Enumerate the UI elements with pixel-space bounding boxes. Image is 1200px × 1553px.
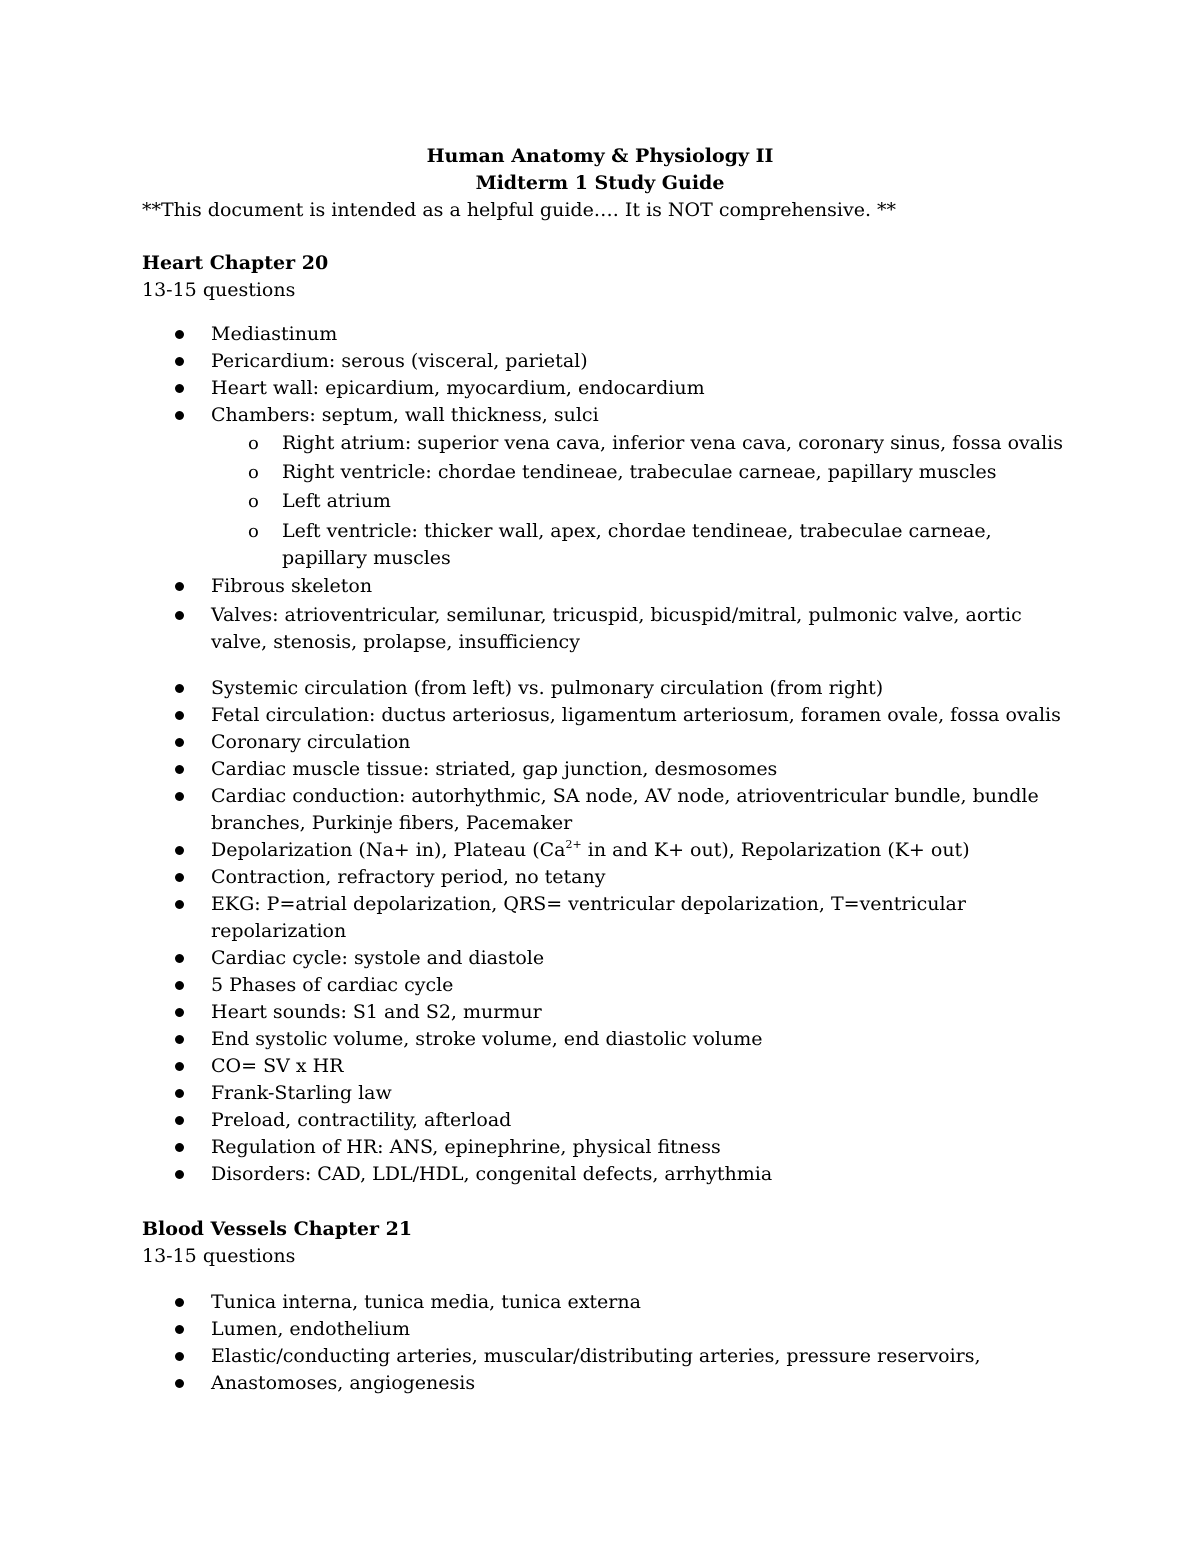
sub-list-item: o Right ventricle: chordae tendineae, trabeculae carneae, papillary muscles [282,459,1072,486]
bullet-icon [175,711,184,720]
question-count-heart: 13-15 questions [142,279,296,301]
bullet-icon [175,873,184,882]
sub-list-item: o Left ventricle: thicker wall, apex, chordae tendineae, trabeculae carneae, papillary muscles [248,520,992,569]
list-item: Systemic circulation (from left) vs. pulmonary circulation (from right) [211,675,1071,702]
sub-bullet-icon: o [248,521,259,542]
bullet-icon [175,765,184,774]
disclaimer: **This document is intended as a helpful guide…. It is NOT comprehensive. ** [142,199,897,221]
list-item: Elastic/conducting arteries, muscular/distributing arteries, pressure reservoirs, [211,1343,1071,1370]
list-item: Anastomoses, angiogenesis [211,1370,1071,1397]
sub-list-item: o Right atrium: superior vena cava, inferior vena cava, coronary sinus, fossa ovalis [282,430,1072,457]
bullet-icon [175,1352,184,1361]
sub-list-item: o Left atrium [282,488,1072,515]
list-item: Contraction, refractory period, no tetany [211,864,1071,891]
bullet-icon [175,1035,184,1044]
list-item: Disorders: CAD, LDL/HDL, congenital defects, arrhythmia [211,1161,1071,1188]
list-item: Cardiac conduction: autorhythmic, SA node, AV node, atrioventricular bundle, bundle branches, Purkinje fibers, Pacemaker [211,783,1041,837]
list-item: Coronary circulation [211,729,1071,756]
bullet-icon [175,611,184,620]
bullet-icon [175,357,184,366]
list-item: Preload, contractility, afterload [211,1107,1071,1134]
list-item: Fibrous skeleton [211,573,1071,600]
document-subtitle: Midterm 1 Study Guide [475,172,725,194]
list-item: Cardiac cycle: systole and diastole [211,945,1071,972]
list-item: Pericardium: serous (visceral, parietal) [211,348,1071,375]
bullet-icon [175,684,184,693]
bullet-icon [175,981,184,990]
section-heading-vessels: Blood Vessels Chapter 21 [142,1218,413,1240]
bullet-icon [175,954,184,963]
bullet-icon [175,1298,184,1307]
bullet-icon [175,1116,184,1125]
bullet-icon [175,582,184,591]
section-heading-heart: Heart Chapter 20 [142,252,329,274]
list-item: Fetal circulation: ductus arteriosus, ligamentum arteriosum, foramen ovale, fossa ovalis [211,702,1071,729]
list-item: Heart wall: epicardium, myocardium, endocardium [211,375,1071,402]
sub-bullet-icon: o [248,462,259,483]
list-item: Heart sounds: S1 and S2, murmur [211,999,1071,1026]
list-item: End systolic volume, stroke volume, end diastolic volume [211,1026,1071,1053]
list-item: CO= SV x HR [211,1053,1071,1080]
bullet-icon [175,384,184,393]
list-item: Valves: atrioventricular, semilunar, tricuspid, bicuspid/mitral, pulmonic valve, aortic valve, stenosis, prolapse, insufficiency [211,602,1031,656]
bullet-icon [175,1170,184,1179]
sub-bullet-icon: o [248,491,259,512]
bullet-icon [175,330,184,339]
list-item: Cardiac muscle tissue: striated, gap junction, desmosomes [211,756,1071,783]
question-count-vessels: 13-15 questions [142,1245,296,1267]
list-item: 5 Phases of cardiac cycle [211,972,1071,999]
bullet-icon [175,1008,184,1017]
list-item: Lumen, endothelium [211,1316,1071,1343]
bullet-icon [175,846,184,855]
document-title: Human Anatomy & Physiology II [426,145,774,167]
bullet-icon [175,738,184,747]
sub-bullet-icon: o [248,433,259,454]
list-item: Regulation of HR: ANS, epinephrine, physical fitness [211,1134,1071,1161]
bullet-icon [175,1379,184,1388]
list-item: Depolarization (Na+ in), Plateau ($Ca^{2+}$ in and K+ out), Repolarization (K+ out) [211,837,1071,864]
bullet-icon [175,792,184,801]
bullet-icon [175,1089,184,1098]
bullet-icon [175,1062,184,1071]
bullet-icon [175,411,184,420]
bullet-icon [175,1143,184,1152]
bullet-icon [175,1325,184,1334]
list-item: Tunica interna, tunica media, tunica externa [211,1289,1071,1316]
list-item: Frank-Starling law [211,1080,1071,1107]
list-item: EKG: P=atrial depolarization, QRS= ventricular depolarization, T=ventricular repolarization [211,891,971,945]
bullet-icon [175,900,184,909]
list-item: Chambers: septum, wall thickness, sulci [211,402,1071,429]
list-item: Mediastinum [211,321,1071,348]
